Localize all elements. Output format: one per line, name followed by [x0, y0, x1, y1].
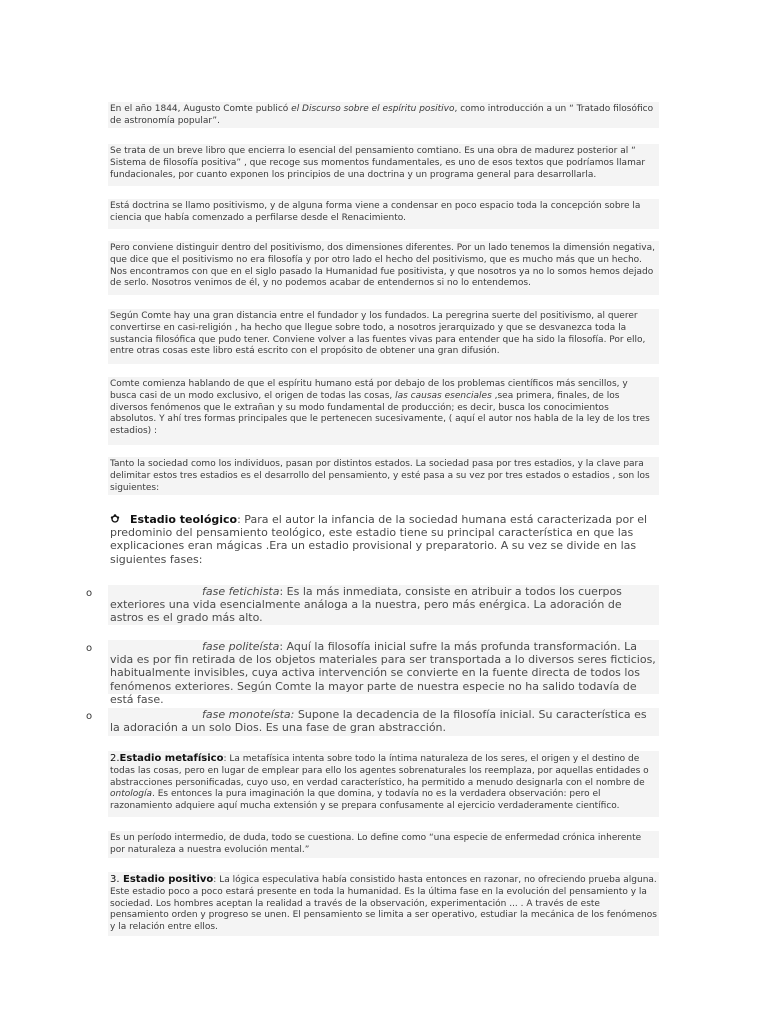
- list-item-politeista: fase politeísta: Aquí la filosofía inicial sufre la más profunda transformación. La vida es por fin retirada de los objetos materiales para ser transportada a lo diversos seres ficticios, habitualmente invisibles, cuya activa intervención se convierte en la fuente directa de todos los fenómenos exteriores. Según Comte la mayor parte de nuestra especie no ha salido todavía de está fase.: [108, 640, 659, 694]
- estadio-positivo: 3. Estadio positivo: La lógica especulativa había consistido hasta entonces en razonar, no ofreciendo prueba alguna. Este estadio poco a poco estará presente en toda la humanidad. Es la última fase en la evolución del pensamiento y la sociedad. Los hombres aceptan la realidad a través de la observación, experimentación ... . A través de este pensamiento orden y progreso se unen. El pensamiento se limita a ser operativo, estudiar la mecánica de los fenómenos y la relación entre ellos.: [108, 872, 659, 936]
- estadio-metafisico: 2.Estadio metafísico: La metafísica intenta sobre todo la íntima naturaleza de los seres, el origen y el destino de todas las cosas, pero en lugar de emplear para ello los agentes sobrenaturales los reemplaza, por aquellas entidades o abstracciones personificadas, cuyo uso, en verdad característico, ha permitido a menudo designarla con el nombre de ontología. Es entonces la pura imaginación la que domina, y todavía no es la verdadera observación: pero el razonamiento adquiere aquí mucha extensión y se prepara confusamente al ejercicio verdaderamente científico.: [108, 751, 659, 817]
- book-title: el Discurso sobre el espíritu positivo: [291, 104, 455, 114]
- paragraph-intro: En el año 1844, Augusto Comte publicó el Discurso sobre el espíritu positivo, como introducción a un “ Tratado filosófico de astronomía popular”.: [108, 102, 659, 128]
- estadio-teologico: Estadio teológico: Para el autor la infancia de la sociedad humana está caracterizada por el predominio del pensamiento teológico, este estadio tiene su principal característica en que las explicaciones eran mágicas .Era un estadio provisional y preparatorio. A su vez se divide en las siguientes fases:: [110, 513, 648, 566]
- paragraph-2: Se trata de un breve libro que encierra lo esencial del pensamiento comtiano. Es una obra de madurez posterior al “ Sistema de filosofía positiva” , que recoge sus momentos fundamentales, es uno de esos textos que podríamos llamar fundacionales, por cuanto exponen los principios de una doctrina y un programa general para desarrollarla.: [108, 144, 659, 186]
- paragraph-8: Es un período intermedio, de duda, todo se cuestiona. Lo define como “una especie de enfermedad crónica inherente por naturaleza a nuestra evolución mental.”: [108, 831, 659, 858]
- flower-bullet-icon: [110, 514, 120, 524]
- paragraph-6: Comte comienza hablando de que el espíritu humano está por debajo de los problemas científicos más sencillos, y busca casi de un modo exclusivo, el origen de todas las cosas, las causas esenciales ,sea primera, finales, de los diversos fenómenos que le extrañan y su modo fundamental de producción; es decir, busca los conocimientos absolutos. Y ahí tres formas principales que le pertenecen sucesivamente, ( aquí el autor nos habla de la ley de los tres estadios) :: [108, 377, 659, 445]
- list-item-fetichista: fase fetichista: Es la más inmediata, consiste en atribuir a todos los cuerpos exteriores una vida esencialmente análoga a la nuestra, pero más enérgica. La adoración de astros es el grado más alto.: [108, 585, 659, 625]
- list-bullet: o: [86, 643, 93, 654]
- paragraph-3: Está doctrina se llamo positivismo, y de alguna forma viene a condensar en poco espacio toda la concepción sobre la ciencia que había comenzado a perfilarse desde el Renacimiento.: [108, 199, 659, 229]
- paragraph-5: Según Comte hay una gran distancia entre el fundador y los fundados. La peregrina suerte del positivismo, al querer convertirse en casi-religión , ha hecho que llegue sobre todo, a nosotros jerarquizado y que se desvanezca toda la sustancia filosófica que pudo tener. Conviene volver a las fuentes vivas para entender que ha sido la filosofía. Por ello, entre otras cosas este libro está escrito con el propósito de obtener una gran difusión.: [108, 309, 659, 364]
- list-bullet: o: [86, 711, 93, 722]
- list-item-monoteista: fase monoteísta: Supone la decadencia de la filosofía inicial. Su característica es la adoración a un solo Dios. Es una fase de gran abstracción.: [108, 708, 659, 736]
- paragraph-4: Pero conviene distinguir dentro del positivismo, dos dimensiones diferentes. Por un lado tenemos la dimensión negativa, que dice que el positivismo no era filosofía y por otro lado el hecho del positivismo, que es mucho más que un hecho. Nos encontramos con que en el siglo pasado la Humanidad fue positivista, y que nosotros ya no lo somos hemos dejado de serlo. Nosotros venimos de él, y no podemos acabar de entendernos si no lo entendemos.: [108, 241, 659, 295]
- paragraph-7: Tanto la sociedad como los individuos, pasan por distintos estados. La sociedad pasa por tres estadios, y la clave para delimitar estos tres estadios es el desarrollo del pensamiento, y esté pasa a su vez por tres estados o estadios , son los siguientes:: [108, 457, 659, 495]
- list-bullet: o: [86, 588, 93, 599]
